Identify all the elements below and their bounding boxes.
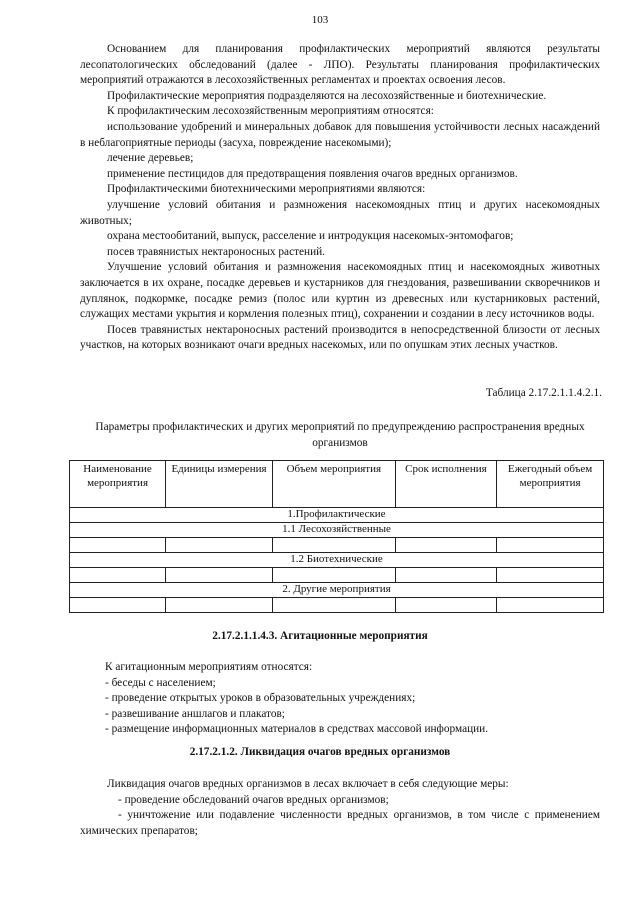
table-section-row (70, 553, 604, 568)
table-cell (70, 598, 166, 613)
paragraph: К профилактическим лесохозяйственным мероприятиям относятся: (107, 105, 434, 118)
table-caption: Таблица 2.17.2.1.1.4.2.1. (485, 387, 602, 399)
table-section-row (70, 583, 604, 598)
table-cell (70, 568, 166, 583)
section-heading: 2.17.2.1.1.4.3. Агитационные мероприятия (212, 630, 428, 642)
paragraph: - уничтожение или подавление численности вредных организмов, в том числе с применением химических препаратов; (80, 809, 600, 837)
paragraph: использование удобрений и минеральных добавок для повышения устойчивости лесных насаждений в неблагоприятные периоды (засуха, повреждение насекомыми); (80, 120, 600, 149)
table-cell (395, 598, 496, 613)
table-cell (272, 568, 395, 583)
table-header-row (70, 461, 604, 508)
list-item: - развешивание аншлагов и плакатов; (105, 707, 285, 720)
table-row (70, 568, 604, 583)
paragraph: улучшение условий обитания и размножения насекомоядных птиц и других насекомоядных животных; (80, 198, 600, 227)
liquidation-text (80, 777, 600, 839)
list-item: - размещение информационных материалов в средствах массовой информации. (105, 723, 489, 736)
paragraph: посев травянистых нектароносных растений. (107, 245, 325, 258)
page-number: 103 (311, 14, 329, 26)
table-cell (497, 598, 604, 613)
paragraph: лечение деревьев; (107, 152, 194, 165)
table-cell (166, 538, 273, 553)
paragraph: Основанием для планирования профилактических мероприятий являются результаты лесопатологических обследований (далее - ЛПО). Результаты планирования профилактических мероприятий отражаются в лесохозяйственных регламентах и проектах освоения лесов. (80, 43, 600, 87)
paragraph: Профилактические мероприятия подразделяются на лесохозяйственные и биотехнические. (107, 89, 547, 102)
table-row (70, 538, 604, 553)
table-section-label: 1.Профилактические (70, 508, 604, 523)
section-heading: 2.17.2.1.2. Ликвидация очагов вредных организмов (189, 746, 451, 758)
table-cell (70, 538, 166, 553)
table-cell (395, 568, 496, 583)
table-row (70, 598, 604, 613)
table-cell (497, 568, 604, 583)
table-cell (395, 538, 496, 553)
paragraph: охрана местообитаний, выпуск, расселение и интродукция насекомых-энтомофагов; (107, 230, 514, 243)
table-section-row (70, 508, 604, 523)
paragraph: Ликвидация очагов вредных организмов в лесах включает в себя следующие меры: (107, 778, 509, 790)
table-cell (272, 598, 395, 613)
list-item: - проведение открытых уроков в образовательных учреждениях; (105, 692, 416, 705)
table-header-cell: Наименование мероприятия (70, 461, 166, 508)
paragraph: Профилактическими биотехническими мероприятиями являются: (107, 183, 426, 196)
paragraph: Улучшение условий обитания и размножения насекомоядных птиц и насекомоядных животных заключается в их охране, посадке деревьев и кустарников для гнездования, развешивании скворечников и дуплянок, подкормке, посадке ремиз (полос или куртин из древесных или кустарниковых растений, служащих местами укрытия и кормления полезных птиц), сохранении и создании в лесу источников воды. (80, 261, 600, 321)
intro-text (80, 42, 600, 354)
table-cell (497, 538, 604, 553)
paragraph: - проведение обследований очагов вредных организмов; (118, 793, 389, 806)
table-header-cell: Срок исполнения (395, 461, 496, 508)
table-title: Параметры профилактических и других мероприятий по предупреждению распространения вредных организмов (95, 421, 585, 449)
list-item: - беседы с населением; (105, 676, 216, 689)
agitation-list (80, 660, 600, 738)
table-section-label: 1.1 Лесохозяйственные (70, 523, 604, 538)
table-cell (166, 598, 273, 613)
list-item: К агитационным мероприятиям относятся: (105, 661, 313, 673)
table-header-cell: Единицы измерения (166, 461, 273, 508)
measures-table (69, 460, 604, 613)
paragraph: Посев травянистых нектароносных растений производится в непосредственной близости от лесных участков, на которых возникают очаги вредных насекомых, или по опушкам этих лесных участков. (80, 323, 600, 352)
table-section-label: 1.2 Биотехнические (70, 553, 604, 568)
table-cell (166, 568, 273, 583)
table-cell (272, 538, 395, 553)
table-header-cell: Объем мероприятия (272, 461, 395, 508)
table-header-cell: Ежегодный объем мероприятия (497, 461, 604, 508)
table-section-row (70, 523, 604, 538)
table-section-label: 2. Другие мероприятия (70, 583, 604, 598)
paragraph: применение пестицидов для предотвращения появления очагов вредных организмов. (107, 167, 518, 180)
